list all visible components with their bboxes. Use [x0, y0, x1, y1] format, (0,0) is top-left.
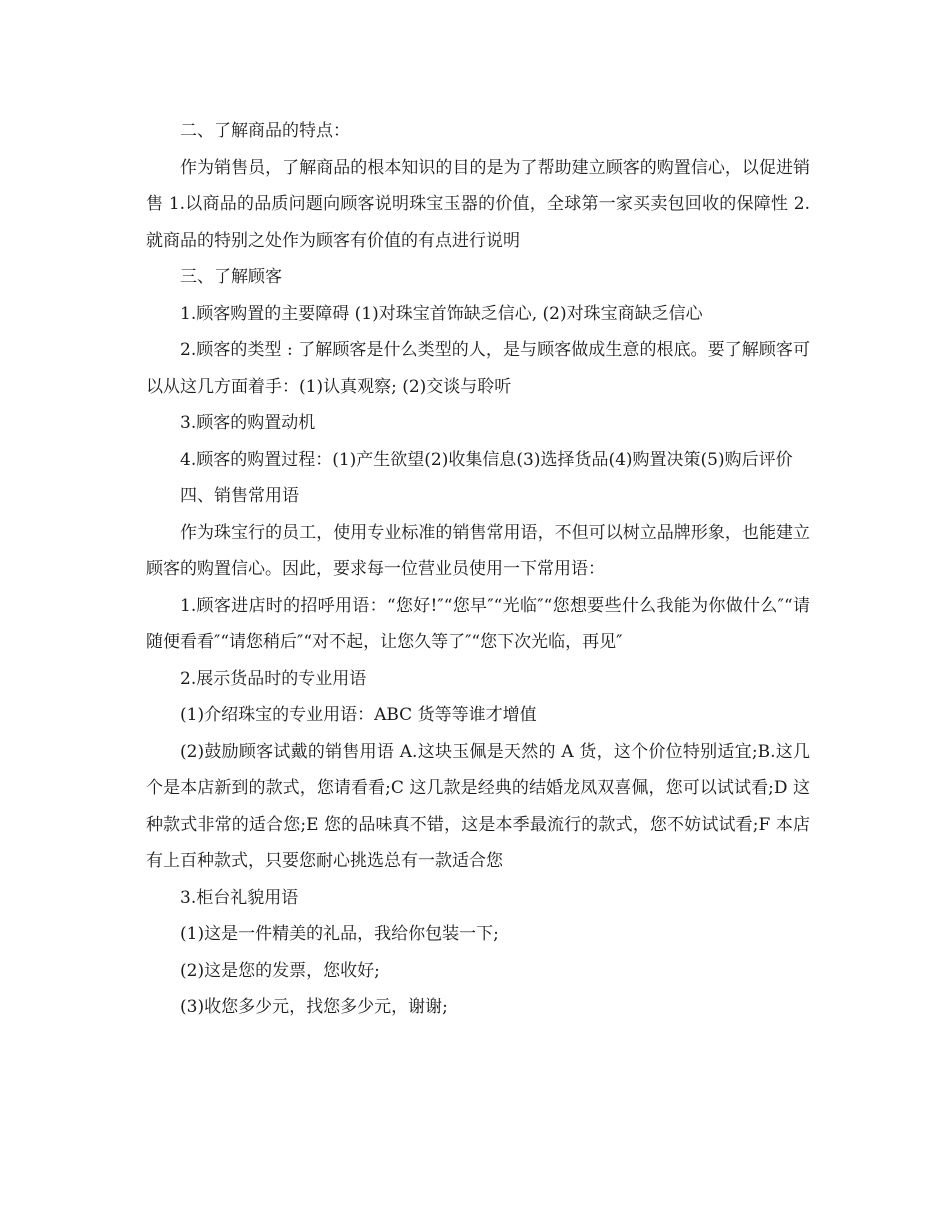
paragraph: 1.顾客购置的主要障碍 (1)对珠宝首饰缺乏信心, (2)对珠宝商缺乏信心 — [180, 303, 703, 324]
paragraph: (3)收您多少元，找您多少元，谢谢; — [180, 997, 448, 1017]
paragraph: 3.顾客的购置动机 — [180, 413, 316, 433]
document-body — [146, 113, 810, 1026]
paragraph: 2.顾客的类型 : 了解顾客是什么类型的人，是与顾客做成生意的根底。要了解顾客可以从这几方面着手：(1)认真观察; (2)交谈与聆听 — [146, 340, 810, 397]
paragraph: 1.顾客进店时的招呼用语：“您好!″“您早″“光临″“您想要些什么我能为你做什么″“请随便看看″“请您稍后″“对不起，让您久等了″“您下次光临，再见″ — [146, 595, 810, 652]
heading-section-2: 二、了解商品的特点： — [180, 121, 350, 141]
paragraph: (1)这是一件精美的礼品，我给你包装一下; — [180, 924, 499, 944]
heading-section-4: 四、销售常用语 — [180, 486, 299, 506]
paragraph: (1)介绍珠宝的专业用语：ABC 货等等谁才增值 — [180, 705, 537, 725]
paragraph: 2.展示货品时的专业用语 — [180, 668, 367, 689]
paragraph: (2)鼓励顾客试戴的销售用语 A.这块玉佩是天然的 A 货，这个价位特别适宜;B.这几个是本店新到的款式，您请看看;C 这几款是经典的结婚龙凤双喜佩，您可以试试看;D 这种款式非常的适合您;E 您的品味真不错，这是本季最流行的款式，您不妨试试看;F 本店有上百种款式，只要您耐心挑选总有一款适合您 — [146, 741, 810, 871]
paragraph: 4.顾客的购置过程：(1)产生欲望(2)收集信息(3)选择货品(4)购置决策(5)购后评价 — [180, 449, 793, 470]
paragraph: 作为销售员，了解商品的根本知识的目的是为了帮助建立顾客的购置信心，以促进销售 1.以商品的品质问题向顾客说明珠宝玉器的价值，全球第一家买卖包回收的保障性 2.就商品的特别之处作为顾客有价值的有点进行说明 — [146, 157, 810, 251]
paragraph: 3.柜台礼貌用语 — [180, 887, 299, 908]
heading-section-3: 三、了解顾客 — [180, 267, 282, 287]
paragraph: 作为珠宝行的员工，使用专业标准的销售常用语，不但可以树立品牌形象，也能建立顾客的购置信心。因此，要求每一位营业员使用一下常用语： — [146, 522, 810, 579]
paragraph: (2)这是您的发票，您收好; — [180, 960, 380, 981]
